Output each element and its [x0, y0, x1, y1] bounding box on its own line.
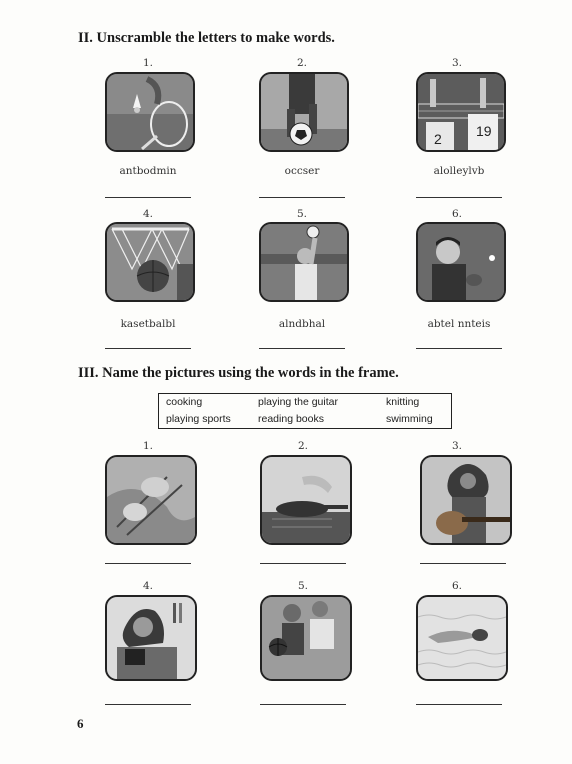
- item-number: 5.: [296, 208, 308, 220]
- item-number: 1.: [142, 440, 154, 452]
- item-number: 4.: [142, 208, 154, 220]
- item-number: 5.: [297, 580, 309, 592]
- sports-photo: [260, 595, 352, 681]
- scrambled-word: alndbhal: [278, 318, 326, 330]
- frame-word: knitting: [386, 396, 420, 408]
- answer-line[interactable]: [420, 563, 506, 564]
- item-number: 1.: [142, 57, 154, 69]
- answer-line[interactable]: [259, 348, 345, 349]
- guitar-photo: [420, 455, 512, 545]
- scrambled-word: occser: [284, 165, 320, 177]
- volleyball-photo: [416, 72, 506, 152]
- item-number: 3.: [451, 57, 463, 69]
- soccer-photo: [259, 72, 349, 152]
- cooking-photo: [260, 455, 352, 545]
- section-2-heading: II. Unscramble the letters to make words.: [78, 30, 335, 46]
- answer-line[interactable]: [259, 197, 345, 198]
- swimming-photo: [416, 595, 508, 681]
- frame-word: playing the guitar: [258, 396, 338, 408]
- answer-line[interactable]: [260, 563, 346, 564]
- answer-line[interactable]: [105, 704, 191, 705]
- item-number: 2.: [296, 57, 308, 69]
- answer-line[interactable]: [416, 197, 502, 198]
- frame-word: reading books: [258, 413, 324, 425]
- answer-line[interactable]: [416, 348, 502, 349]
- basketball-photo: [105, 222, 195, 302]
- answer-line[interactable]: [260, 704, 346, 705]
- answer-line[interactable]: [105, 197, 191, 198]
- reading-photo: [105, 595, 197, 681]
- item-number: 4.: [142, 580, 154, 592]
- knitting-photo: [105, 455, 197, 545]
- badminton-photo: [105, 72, 195, 152]
- answer-line[interactable]: [105, 563, 191, 564]
- answer-line[interactable]: [105, 348, 191, 349]
- item-number: 3.: [451, 440, 463, 452]
- page-number: 6: [77, 716, 84, 731]
- section-3-heading: III. Name the pictures using the words in the frame.: [78, 365, 399, 381]
- table-tennis-photo: [416, 222, 506, 302]
- handball-photo: [259, 222, 349, 302]
- scrambled-word: kasetbalbl: [120, 318, 176, 330]
- jersey-number: 2: [434, 131, 442, 147]
- item-number: 6.: [451, 580, 463, 592]
- frame-word: cooking: [166, 396, 203, 408]
- scrambled-word: antbodmin: [119, 165, 177, 177]
- item-number: 2.: [297, 440, 309, 452]
- frame-word: swimming: [386, 413, 433, 425]
- item-number: 6.: [451, 208, 463, 220]
- word-frame: [158, 393, 452, 429]
- scrambled-word: abtel nnteis: [427, 318, 491, 330]
- answer-line[interactable]: [416, 704, 502, 705]
- scrambled-word: alolleylvb: [433, 165, 485, 177]
- jersey-number: 19: [476, 123, 492, 139]
- frame-word: playing sports: [166, 413, 231, 425]
